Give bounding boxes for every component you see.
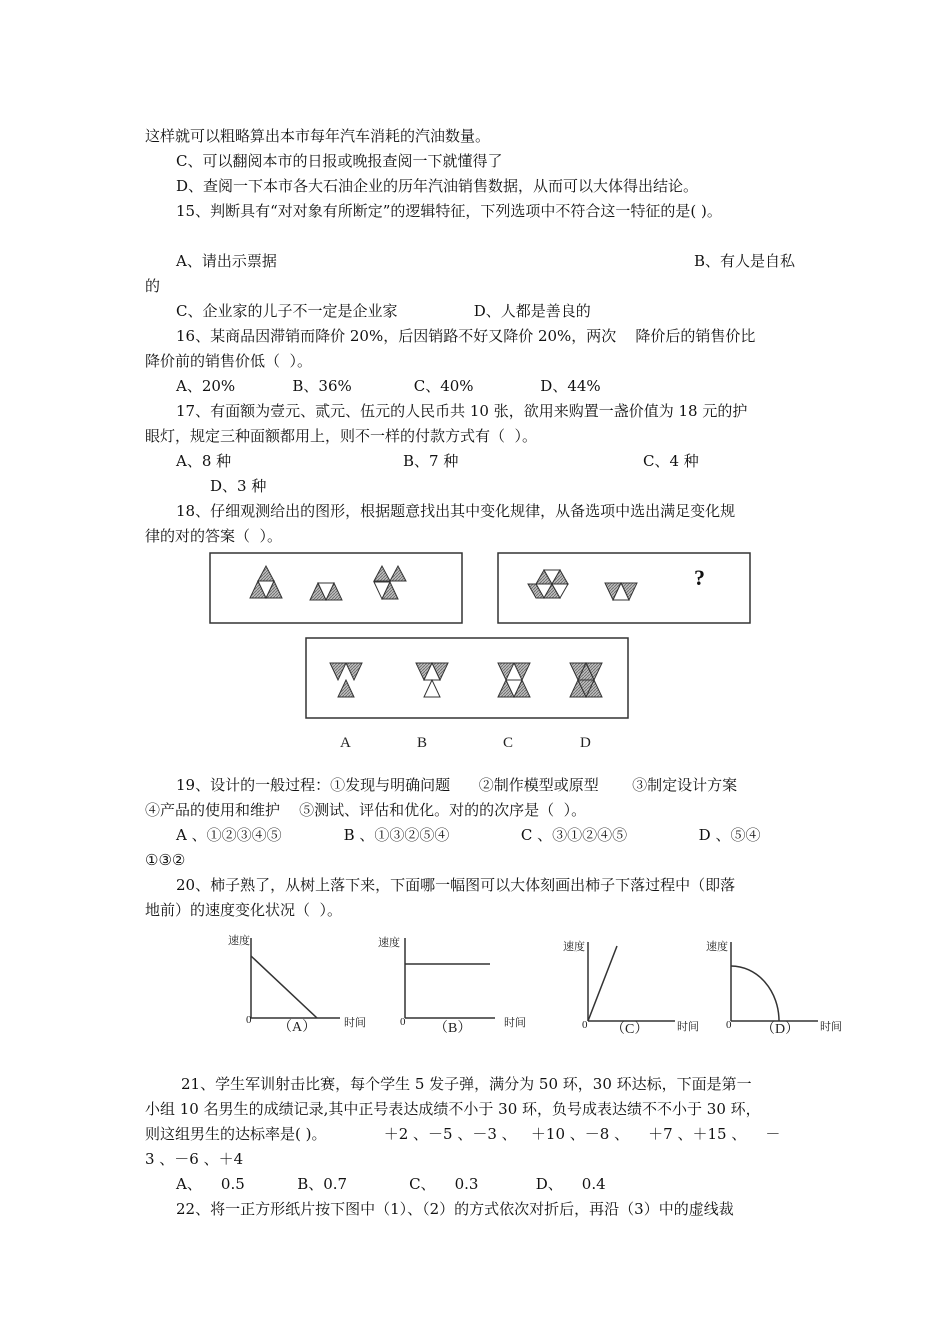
graph-a-label: （A） xyxy=(278,1020,317,1035)
graph-c-xlabel: 时间 xyxy=(677,1021,699,1033)
option-c-shape xyxy=(498,663,530,697)
text-line: 这样就可以粗略算出本市每年汽车消耗的汽油数量。 xyxy=(145,127,491,145)
graph-b-label: （B） xyxy=(434,1021,472,1036)
figure-18 xyxy=(200,548,760,758)
option-c: C、可以翻阅本市的日报或晚报查阅一下就懂得了 xyxy=(176,152,503,170)
shape-1 xyxy=(250,566,282,598)
question-19-cont: ④产品的使用和维护 ⑤测试、评估和优化。对的的次序是（ ）。 xyxy=(145,801,587,819)
graph-d-xlabel: 时间 xyxy=(820,1021,842,1033)
option-label-a: A xyxy=(340,735,351,751)
graph-c-origin: 0 xyxy=(582,1019,588,1031)
question-16: 16、某商品因滞销而降价 20%，后因销路不好又降价 20%，两次 降价后的销售价比 xyxy=(176,327,756,345)
q15-option-b-cont: 的 xyxy=(145,277,161,295)
q17-option-a: A、8 种 xyxy=(176,452,232,470)
question-19: 19、设计的一般过程：①发现与明确问题 ②制作模型或原型 ③制定设计方案 xyxy=(176,776,738,794)
question-18-cont: 律的对的答案（ ）。 xyxy=(145,527,283,545)
q19-options-cont: ①③② xyxy=(145,851,186,869)
graph-b-xlabel: 时间 xyxy=(504,1017,526,1029)
q15-option-a: A、请出示票据 xyxy=(176,252,277,270)
question-17-cont: 眼灯，规定三种面额都用上，则不一样的付款方式有（ ）。 xyxy=(145,427,538,445)
graph-c-label: （C） xyxy=(611,1022,649,1037)
graph-d-origin: 0 xyxy=(726,1019,732,1031)
shape-3 xyxy=(374,566,406,599)
q19-options: A 、①②③④⑤ B 、①③②⑤④ C 、③①②④⑤ D 、⑤④ xyxy=(176,826,761,844)
option-d: D、查阅一下本市各大石油企业的历年汽油销售数据，从而可以大体得出结论。 xyxy=(176,177,699,195)
option-label-b: B xyxy=(417,735,428,751)
question-21-cont: 小组 10 名男生的成绩记录,其中正号表达成绩不小于 30 环，负号成表达绩不不小于 30 环， xyxy=(145,1100,761,1118)
question-15: 15、判断具有“对对象有所断定”的逻辑特征，下列选项中不符合这一特征的是( )。 xyxy=(176,202,722,220)
q15-options-cd: C、企业家的儿子不一定是企业家 D、人都是善良的 xyxy=(176,302,591,320)
q17-option-b: B、7 种 xyxy=(403,452,459,470)
question-20: 20、柿子熟了，从树上落下来，下面哪一幅图可以大体刻画出柿子下落过程中（即落 xyxy=(176,876,736,894)
question-21-cont3: 3 、－6 、＋4 xyxy=(145,1150,244,1168)
q17-option-d: D、3 种 xyxy=(210,477,267,495)
figure-20 xyxy=(220,928,860,1038)
option-a-shape xyxy=(330,663,362,697)
question-20-cont: 地前）的速度变化状况（ ）。 xyxy=(145,901,343,919)
question-17: 17、有面额为壹元、贰元、伍元的人民币共 10 张，欲用来购置一盏价值为 18 元的护 xyxy=(176,402,748,420)
graph-c-ylabel: 速度 xyxy=(563,941,585,953)
option-d-shape xyxy=(570,663,602,697)
question-21-cont2: 则这组男生的达标率是( )。 ＋2 、－5 、－3 、 ＋10 、－8 、 ＋7 、＋15 、 － xyxy=(145,1125,781,1143)
question-mark: ? xyxy=(694,565,705,590)
graph-b-ylabel: 速度 xyxy=(378,937,400,949)
option-label-d: D xyxy=(580,735,591,751)
shape-2 xyxy=(310,583,342,600)
shape-inverted xyxy=(605,583,637,600)
question-22: 22、将一正方形纸片按下图中（1）、（2）的方式依次对折后，再沿（3）中的虚线裁 xyxy=(176,1200,734,1218)
q16-options: A、20% B、36% C、40% D、44% xyxy=(176,377,601,395)
graph-d-ylabel: 速度 xyxy=(706,941,728,953)
graph-a-origin: 0 xyxy=(246,1014,252,1026)
q15-option-b: B、有人是自私 xyxy=(694,252,796,270)
shape-hexagon xyxy=(528,570,568,598)
option-b-shape xyxy=(416,663,448,697)
option-label-c: C xyxy=(503,735,514,751)
question-21: 21、学生军训射击比赛，每个学生 5 发子弹，满分为 50 环，30 环达标，下面是第一 xyxy=(181,1075,752,1093)
question-16-cont: 降价前的销售价低（ ）。 xyxy=(145,352,313,370)
graph-a-ylabel: 速度 xyxy=(228,935,250,947)
graph-b-origin: 0 xyxy=(400,1016,406,1028)
question-18: 18、仔细观测给出的图形，根据题意找出其中变化规律，从备选项中选出满足变化规 xyxy=(176,502,736,520)
q17-option-c: C、4 种 xyxy=(643,452,699,470)
q21-options: A、 0.5 B、0.7 C、 0.3 D、 0.4 xyxy=(176,1175,606,1193)
graph-a-xlabel: 时间 xyxy=(344,1017,366,1029)
graph-d-label: （D） xyxy=(761,1022,800,1037)
